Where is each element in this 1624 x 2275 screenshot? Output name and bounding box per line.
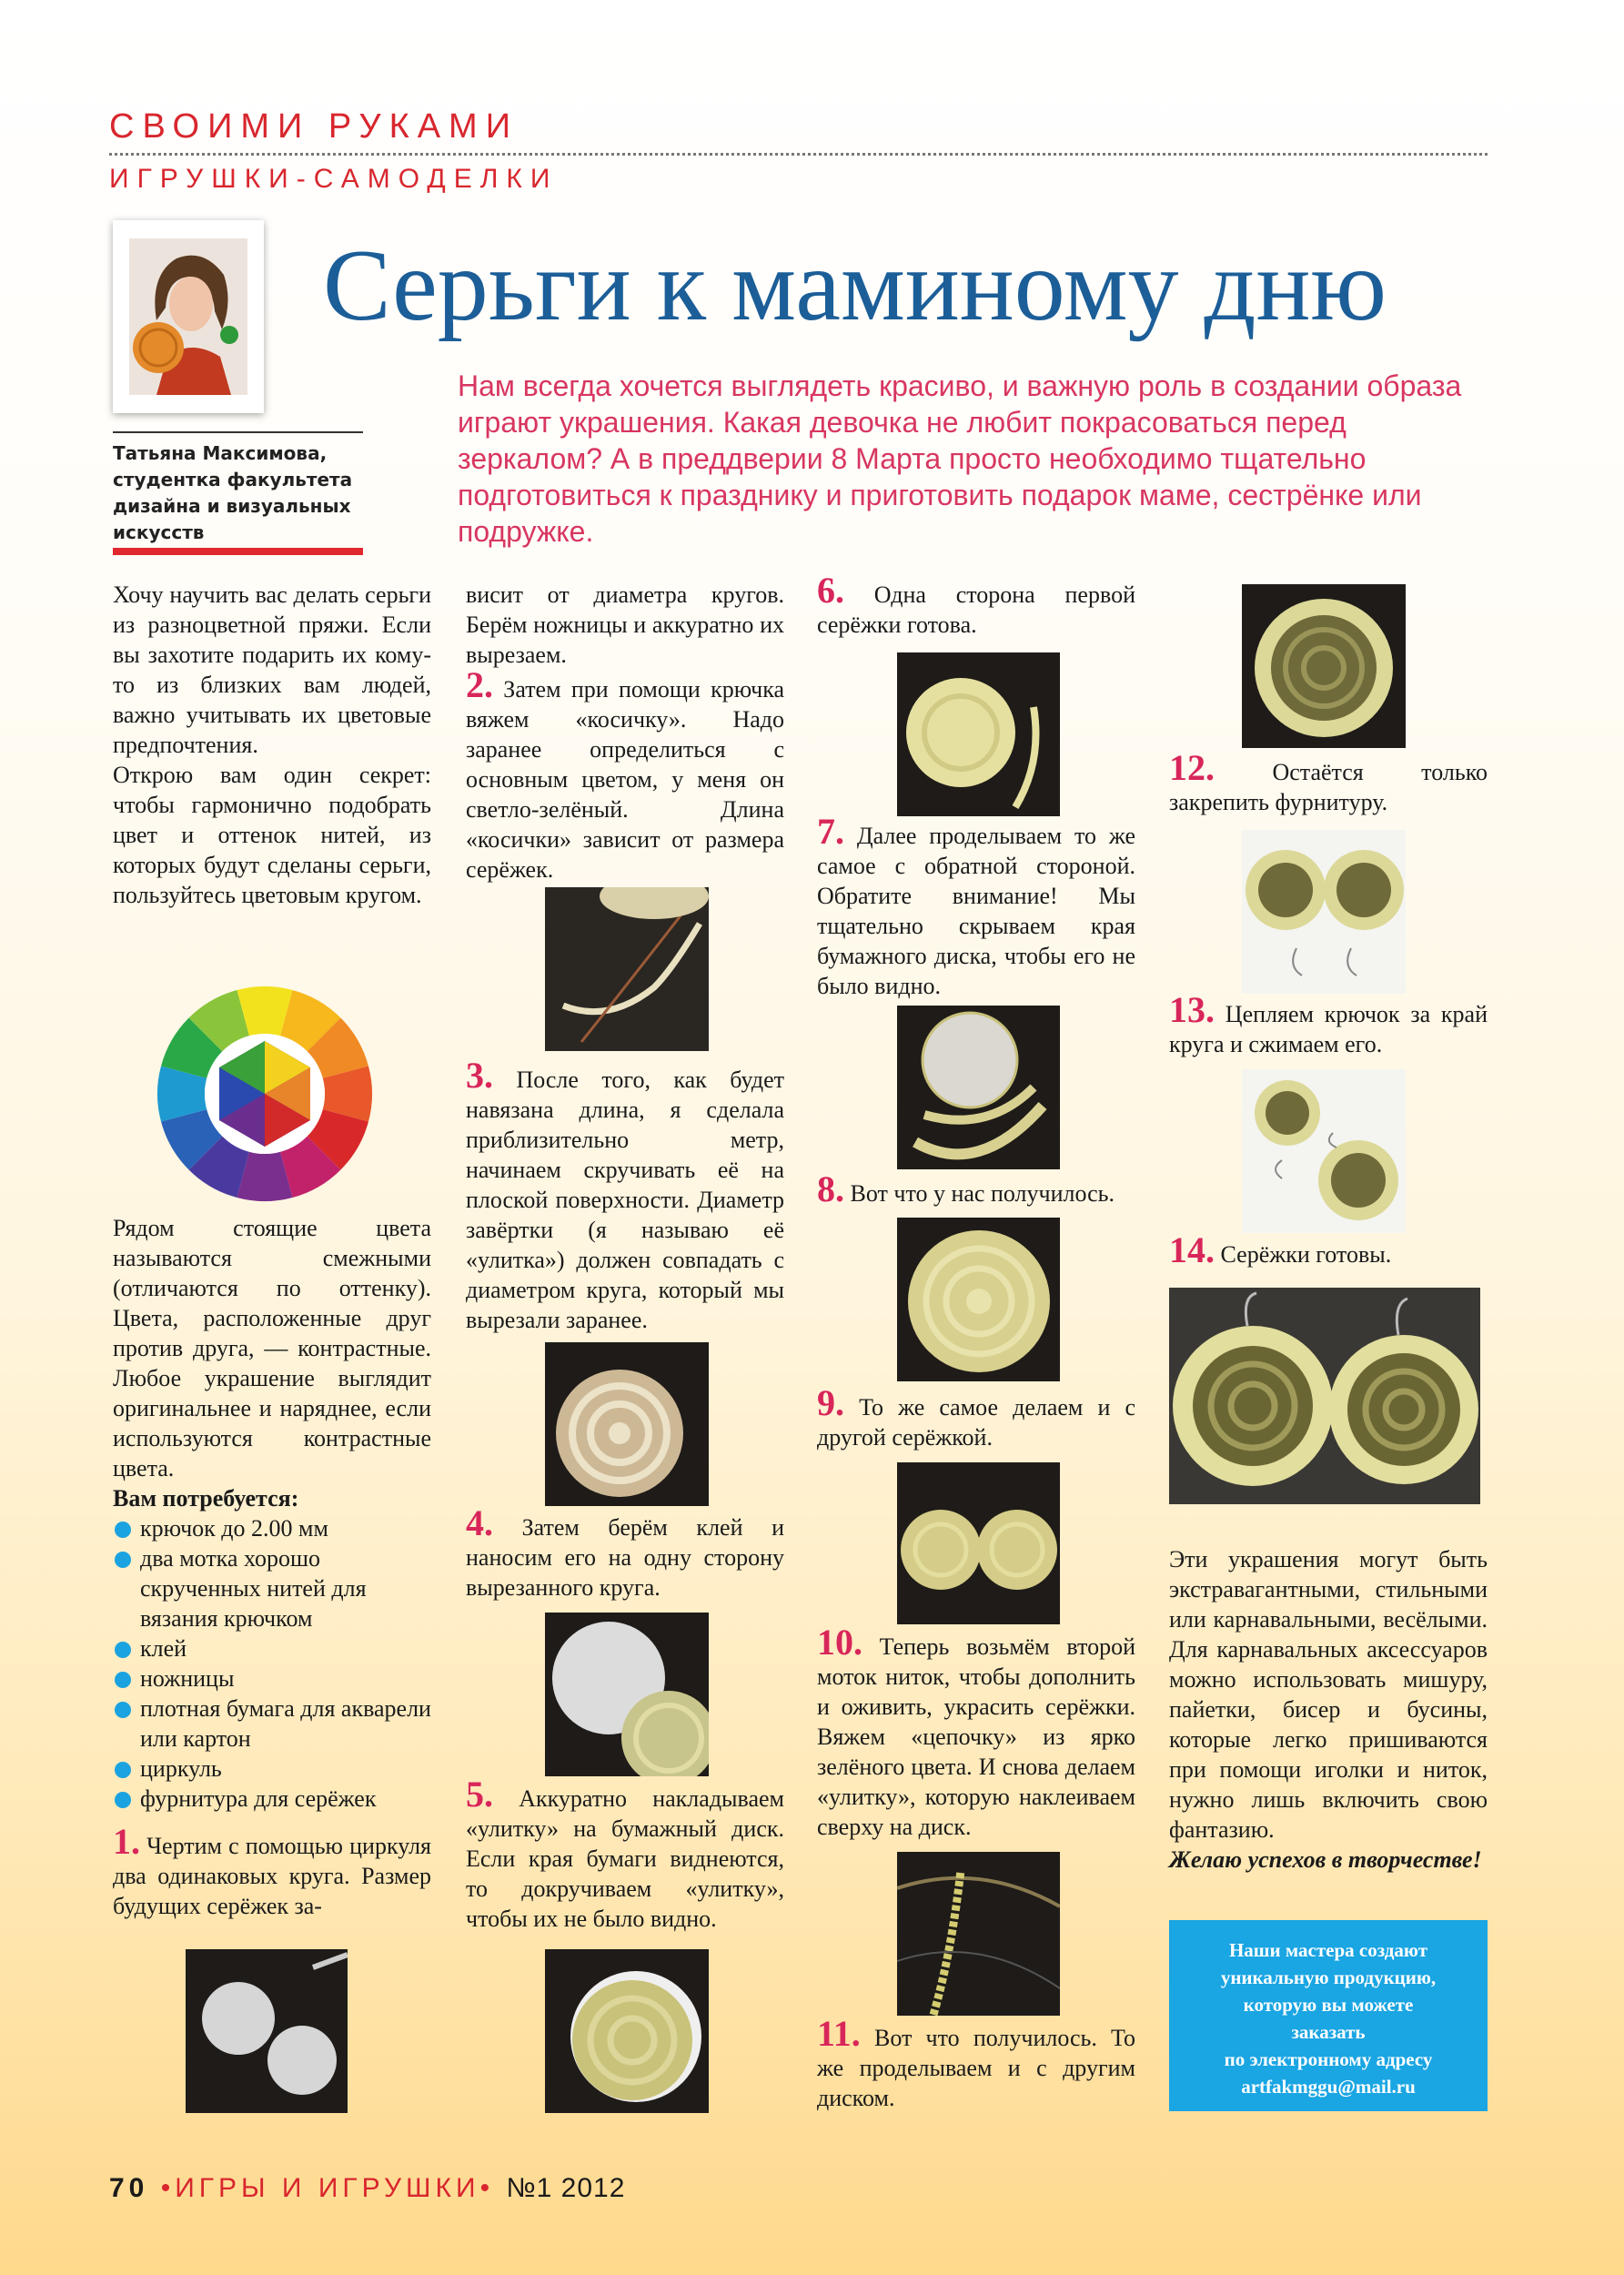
step-12-top-photo [1242,584,1406,748]
step-text: Аккуратно накладываем «улитку» на бумажный диск. Если края бумаги виднеются, то докручиваем «улитку», чтобы их не было видно. [466,1785,784,1932]
step-text: Одна сторона первой серёжки готова. [817,581,1135,638]
step-number: 10. [817,1622,862,1663]
step-4 [466,1502,784,1603]
author-portrait-image [113,220,264,413]
step-5-photo [545,1949,709,2113]
step-text: Вот что получилось. То же проделываем и с другим диском. [817,2025,1135,2111]
list-item: плотная бумага для акварели или картон [113,1694,431,1754]
page-footer [109,2173,625,2204]
step-number: 4. [466,1502,493,1543]
step-number: 11. [817,2013,861,2054]
author-bottom-rule [113,548,363,555]
column-4-step-12 [1169,747,1488,817]
step-text: Теперь возьмём второй моток ниток, чтобы дополнить и оживить, украсить серёжки. Вяжем «цепочку» из ярко зелёного цвета. И снова делаем «улитку», которую наклеиваем сверху на диск. [817,1633,1135,1840]
column-4-step-13 [1169,989,1488,1059]
intro-paragraph: Хочу научить вас делать серьги из разноцветной пряжи. Если вы захотите подарить их кому-то из близких вам людей, важно учитывать их цветовые предпочтения. [113,581,431,758]
outro-paragraph: Эти украшения могут быть экстравагантными, стильными или карнавальными, весёлыми. Для карнавальных аксессуаров можно использовать мишуру, пайетки, бисер и бусины, которые легко пришиваются при помощи иголки и ниток, нужно лишь включить свою фантазию. [1169,1546,1488,1843]
continuation: висит от диаметра кругов. Берём ножницы и аккуратно их вырезаем. [466,581,784,668]
materials-list [113,1513,431,1814]
list-item: циркуль [113,1754,431,1784]
info-line: по электронному адресу [1224,2048,1433,2070]
step-number: 8. [817,1168,844,1209]
column-2 [466,580,784,885]
column-2-step-5 [466,1774,784,1934]
colors-paragraph: Рядом стоящие цвета называются смежными (отличаются по оттенку). Цвета, расположенные друг против друга, — контрастные. Любое украшение выглядит оригинальнее и наряднее, если используются контрастные цвета. [113,1215,431,1481]
column-1 [113,580,431,910]
step-1-photo [186,1949,348,2113]
author-caption: Татьяна Максимова, студентка факультета дизайна и визуальных искусств [113,442,353,543]
step-1 [113,1821,432,1921]
step-8 [817,1168,1135,1209]
step-2 [466,664,784,885]
step-10 [817,1622,1135,1842]
issue-number: №1 2012 [506,2173,626,2203]
author-photo [113,220,264,413]
list-item: клей [113,1633,431,1663]
step-5 [466,1774,784,1934]
article-lead: Нам всегда хочется выглядеть красиво, и важную роль в создании образа играют украшения. Какая девочка не любит покрасоваться перед зеркалом? А в преддверии 8 Марта просто необходимо тщательно подготовиться к празднику и приготовить подарок маме, сестрёнке или подружке. [458,369,1462,548]
step-text: Серёжки готовы. [1220,1241,1392,1268]
step-2-photo [545,887,709,1051]
column-3-step-10 [817,1622,1135,1842]
step-13 [1169,989,1488,1059]
step-13-photo [1242,1069,1406,1233]
column-2-step-3 [466,1055,785,1335]
step-text: Далее проделываем то же самое с обратной стороной. Обратите внимание! Мы тщательно скрываем края бумажного диска, чтобы его не было видно. [817,823,1135,999]
finished-earrings-photo [1169,1288,1480,1504]
column-3-step-9 [817,1382,1135,1452]
header-divider [109,153,1488,156]
step-text: То же самое делаем и с другой серёжкой. [817,1394,1135,1451]
magazine-name: •ИГРЫ И ИГРУШКИ• [160,2173,495,2203]
info-line: уникальную продукцию, [1220,1967,1437,1988]
step-4-photo [545,1613,709,1776]
step-text: Затем при помощи крючка вяжем «косичку». Надо заранее определиться с основным цветом, у меня он светло-зелёный. Длина «косички» зависит от размера серёжек. [466,676,784,883]
column-2-step-4 [466,1502,784,1603]
color-wheel-image [156,985,374,1203]
author-top-rule [113,431,363,433]
step-number: 5. [466,1774,493,1815]
list-item: фурнитура для серёжек [113,1784,431,1814]
step-text: Остаётся только закрепить фурнитуру. [1169,759,1488,815]
step-number: 3. [466,1055,493,1096]
column-3-step-7 [817,811,1135,1001]
step-text: После того, как будет навязана длина, я сделала приблизительно метр, начинаем скручивать её на плоской поверхности. Диаметр завёртки (я называю её «улитка») должен совпадать с диаметром круга, который мы вырезали заранее. [466,1067,785,1333]
step-number: 13. [1169,989,1215,1030]
info-line: Наши мастера создают [1228,1939,1428,1961]
step-3-photo [545,1342,709,1506]
order-info-box [1169,1920,1488,2111]
column-4-outro [1169,1544,1488,1875]
step-3 [466,1055,785,1335]
step-7-photo [897,1006,1060,1169]
step-7 [817,811,1135,1001]
step-12-photo [1242,830,1406,994]
step-12 [1169,747,1488,817]
section-title: СВОИМИ РУКАМИ [109,107,519,146]
step-number: 12. [1169,747,1215,788]
column-3-step-8 [817,1168,1135,1209]
info-line: заказать [1291,2021,1366,2043]
step-number: 6. [817,570,844,611]
list-item: крючок до 2.00 мм [113,1513,431,1543]
info-line: которую вы можете [1243,1994,1414,2016]
column-4-step-14 [1169,1229,1488,1270]
step-6-photo [897,652,1060,816]
step-text: Чертим с помощью циркуля два одинаковых круга. Размер будущих серёжек за- [113,1833,432,1919]
column-3-step-11 [817,2013,1135,2113]
step-14 [1169,1229,1488,1270]
step-number: 7. [817,811,844,852]
step-9 [817,1382,1135,1452]
column-3 [817,570,1135,640]
subsection-title: ИГРУШКИ-САМОДЕЛКИ [109,164,559,194]
step-text: Цепляем крючок за край круга и сжимаем его. [1169,1001,1488,1057]
page-number: 70 [109,2173,149,2203]
step-text: Затем берём клей и наносим его на одну сторону вырезанного круга. [466,1514,784,1601]
step-number: 14. [1169,1229,1215,1270]
step-6 [817,570,1135,640]
step-number: 2. [466,664,493,705]
article-title: Серьги к маминому дню [323,229,1387,342]
intro-paragraph-2: Открою вам один секрет: чтобы гармонично подобрать цвет и оттенок нитей, из которых будут сделаны серьги, пользуйтесь цветовым кругом. [113,762,431,908]
step-11 [817,2013,1135,2113]
step-9-photo [897,1462,1060,1624]
step-number: 1. [113,1821,140,1862]
step-text: Вот что у нас получилось. [850,1180,1115,1207]
column-1-lower [113,1213,431,1921]
list-item: ножницы [113,1663,431,1694]
list-item: два мотка хорошо скрученных нитей для вязания крючком [113,1543,431,1633]
contact-email[interactable]: artfakmggu@mail.ru [1241,2076,1416,2098]
step-10-photo [897,1852,1060,2016]
closing-wish: Желаю успехов в творчестве! [1169,1846,1482,1873]
needs-title: Вам потребуется: [113,1485,299,1512]
step-number: 9. [817,1382,844,1423]
step-8-photo [897,1218,1060,1381]
